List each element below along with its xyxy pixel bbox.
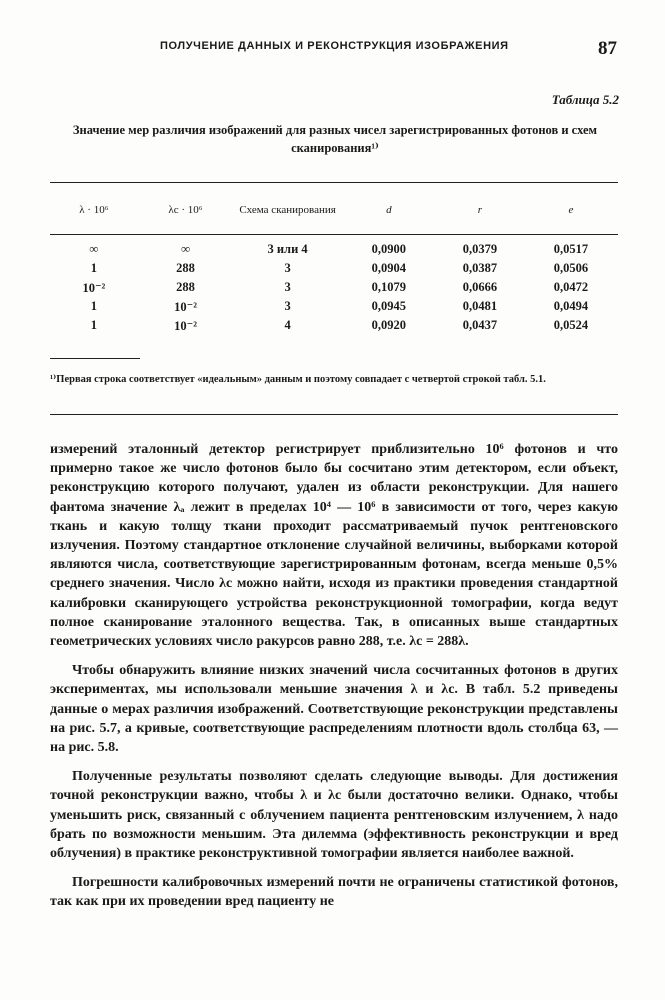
header-lambda: λ · 10⁶ <box>79 203 109 216</box>
cell: 288 <box>176 280 195 294</box>
page-number: 87 <box>598 38 617 59</box>
table-header-row <box>50 192 618 228</box>
cell: 1 <box>90 299 98 313</box>
paragraph: Чтобы обнаружить влияние низких значений числа сосчитанных фотонов в других экспериментах, мы использовали меньшие значения λ и λc. В табл. 5.2 приведены данные о мерах различия изображений. Соответствующие реконструкции представлены на рис. 5.7, а кривые, соответствующие распределениям плотности вдоль столбца 63, — на рис. 5.8. <box>50 663 618 756</box>
cell: 0,0481 <box>462 299 498 313</box>
table-row <box>50 259 618 278</box>
cell: 3 или 4 <box>267 242 308 256</box>
cell: 0,1079 <box>371 280 407 294</box>
table-caption: Значение мер различия изображений для разных чисел зарегистрированных фотонов и схем сканирования¹⁾ <box>72 123 598 155</box>
cell: 10⁻² <box>82 280 106 295</box>
table-header-rule <box>50 234 618 235</box>
paragraph: Полученные результаты позволяют сделать следующие выводы. Для достижения точной реконструкции важно, чтобы λ и λc были достаточно велики. Однако, чтобы уменьшить риск, связанный с облучением пациента рентгеновским излучением, λ надо брать по возможности меньшим. Эта дилемма (эффективность реконструкции и вред облучения) в практике реконструктивной томографии является наиболее важной. <box>50 769 618 862</box>
running-title: ПОЛУЧЕНИЕ ДАННЫХ И РЕКОНСТРУКЦИЯ ИЗОБРАЖЕНИЯ <box>160 40 509 52</box>
header-r: r <box>477 203 483 216</box>
cell: 0,0517 <box>553 242 589 256</box>
table-row <box>50 240 618 259</box>
table-label: Таблица 5.2 <box>551 92 619 107</box>
cell: 1 <box>90 261 98 275</box>
table-bottom-rule <box>50 414 618 415</box>
cell: 4 <box>284 318 291 332</box>
cell: 3 <box>284 299 291 313</box>
cell: 10⁻² <box>174 299 197 314</box>
cell: 0,0472 <box>553 280 589 294</box>
cell: 0,0524 <box>553 318 589 332</box>
cell: ∞ <box>181 242 190 256</box>
cell: 0,0379 <box>462 242 498 256</box>
cell: 1 <box>90 318 98 332</box>
cell: 3 <box>284 261 291 275</box>
header-lambda-c: λc · 10⁶ <box>168 203 203 216</box>
header-scheme: Схема сканирования <box>239 203 336 216</box>
paragraph: Погрешности калибровочных измерений почти не ограничены статистикой фотонов, так как при их проведении вред пациенту не <box>50 875 618 910</box>
cell: 0,0900 <box>371 242 407 256</box>
body-text <box>50 440 618 922</box>
cell: 0,0920 <box>371 318 407 332</box>
header-d: d <box>386 203 392 216</box>
cell: 0,0506 <box>553 261 589 275</box>
cell: 0,0666 <box>462 280 498 294</box>
cell: 10⁻² <box>174 318 197 333</box>
cell: 3 <box>284 280 291 294</box>
cell: 288 <box>176 261 195 275</box>
table-row <box>50 297 618 316</box>
cell: 0,0904 <box>371 261 407 275</box>
table-top-rule <box>50 182 618 183</box>
cell: ∞ <box>89 242 99 256</box>
footnote-rule <box>50 358 140 359</box>
data-table <box>50 192 618 335</box>
table-row <box>50 278 618 297</box>
table-footnote: ¹⁾Первая строка соответствует «идеальным» данным и поэтому совпадает с четвертой строкой табл. 5.1. <box>50 374 546 385</box>
table-row <box>50 316 618 335</box>
cell: 0,0437 <box>462 318 498 332</box>
cell: 0,0945 <box>371 299 407 313</box>
cell: 0,0387 <box>462 261 498 275</box>
paragraph: измерений эталонный детектор регистрирует приблизительно 10⁶ фотонов и что примерно такое же число фотонов было бы сосчитано этим детектором, если объект, реконструкцию которого получают, удален из области реконструкции. Для нашего фантома значение λₐ лежит в пределах 10⁴ — 10⁶ в зависимости от того, через какую ткань и какую толщу ткани проходит рассматриваемый пучок рентгеновского излучения. Поэтому стандартное отклонение случайной величины, выборками которой являются числа, соответствующие зарегистрированным фотонам, всегда меньше 0,5% среднего значения. Число λc можно найти, исходя из практики проведения стандартной калибровки сканирующего устройства реконструкционной томографии, когда ведут полное сканирование эталонного вещества. Так, в описанных выше стандартных геометрических условиях число ракурсов равно 288, т.е. λc = 288λ. <box>50 442 618 650</box>
header-e: e <box>568 203 574 216</box>
cell: 0,0494 <box>553 299 589 313</box>
